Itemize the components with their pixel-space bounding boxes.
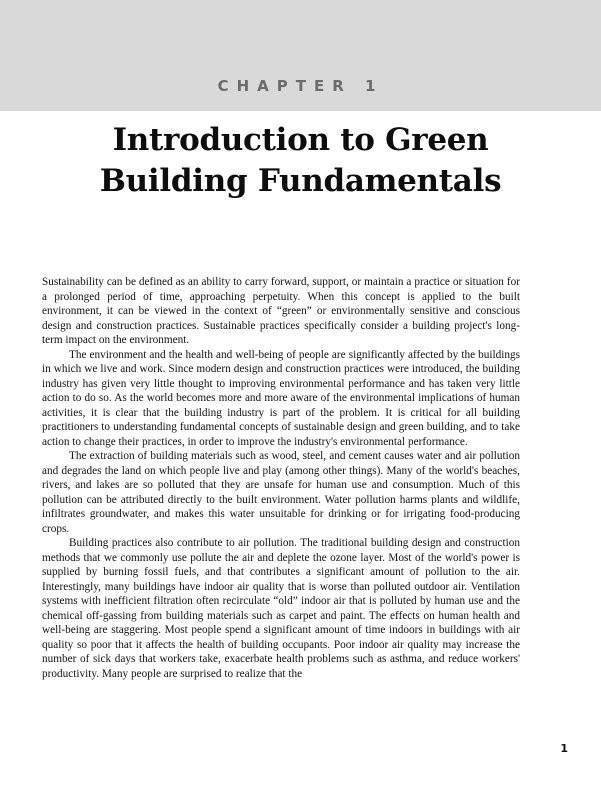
page-number: 1 [560, 742, 568, 755]
chapter-title-line-1: Introduction to Green [112, 122, 489, 158]
chapter-title [0, 120, 601, 202]
paragraph-3: The extraction of building materials such as wood, steel, and cement causes water and air pollution and degrades the land on which people live and play (among other things). Many of the world's beaches, rivers, and lakes are so polluted that they are unsafe for human use and consumption. Much of this pollution can be attributed directly to the built environment. Water pollution harms plants and wildlife, infiltrates groundwater, and makes this water unsuitable for drinking or for irrigating food-producing crops. [42, 450, 520, 535]
chapter-label: CHAPTER 1 [217, 77, 384, 95]
body-text [42, 275, 520, 681]
paragraph-1: Sustainability can be defined as an ability to carry forward, support, or maintain a practice or situation for a prolonged period of time, approaching perpetuity. When this concept is applied to the built environment, it can be viewed in the context of “green” or environmentally sensitive and conscious design and construction practices. Sustainable practices specifically consider a building project's long-term impact on the environment. [42, 276, 520, 346]
paragraph-4: Building practices also contribute to air pollution. The traditional building design and construction methods that we commonly use pollute the air and deplete the ozone layer. Most of the world's power is supplied by burning fossil fuels, and that contributes a significant amount of pollution to the air. Interestingly, many buildings have indoor air quality that is worse than polluted outdoor air. Ventilation systems with inefficient filtration often recirculate “old” indoor air that is polluted by human use and the chemical off-gassing from building materials such as carpet and paint. The effects on human health and well-being are staggering. Most people spend a significant amount of time indoors in buildings with air quality so poor that it affects the health of building occupants. Poor indoor air quality may increase the number of sick days that workers take, exacerbate health problems such as asthma, and reduce workers' productivity. Many people are surprised to realize that the [42, 537, 520, 680]
chapter-title-line-2: Building Fundamentals [99, 163, 502, 199]
paragraph-2: The environment and the health and well-being of people are significantly affected by the buildings in which we live and work. Since modern design and construction practices were introduced, the building industry has given very little thought to improving environmental performance and has taken very little action to do so. As the world becomes more and more aware of the environmental implications of human activities, it is clear that the building industry is part of the problem. It is critical for all building practitioners to understanding fundamental concepts of sustainable design and green building, and to take action to change their practices, in order to improve the industry's environmental performance. [42, 348, 520, 448]
